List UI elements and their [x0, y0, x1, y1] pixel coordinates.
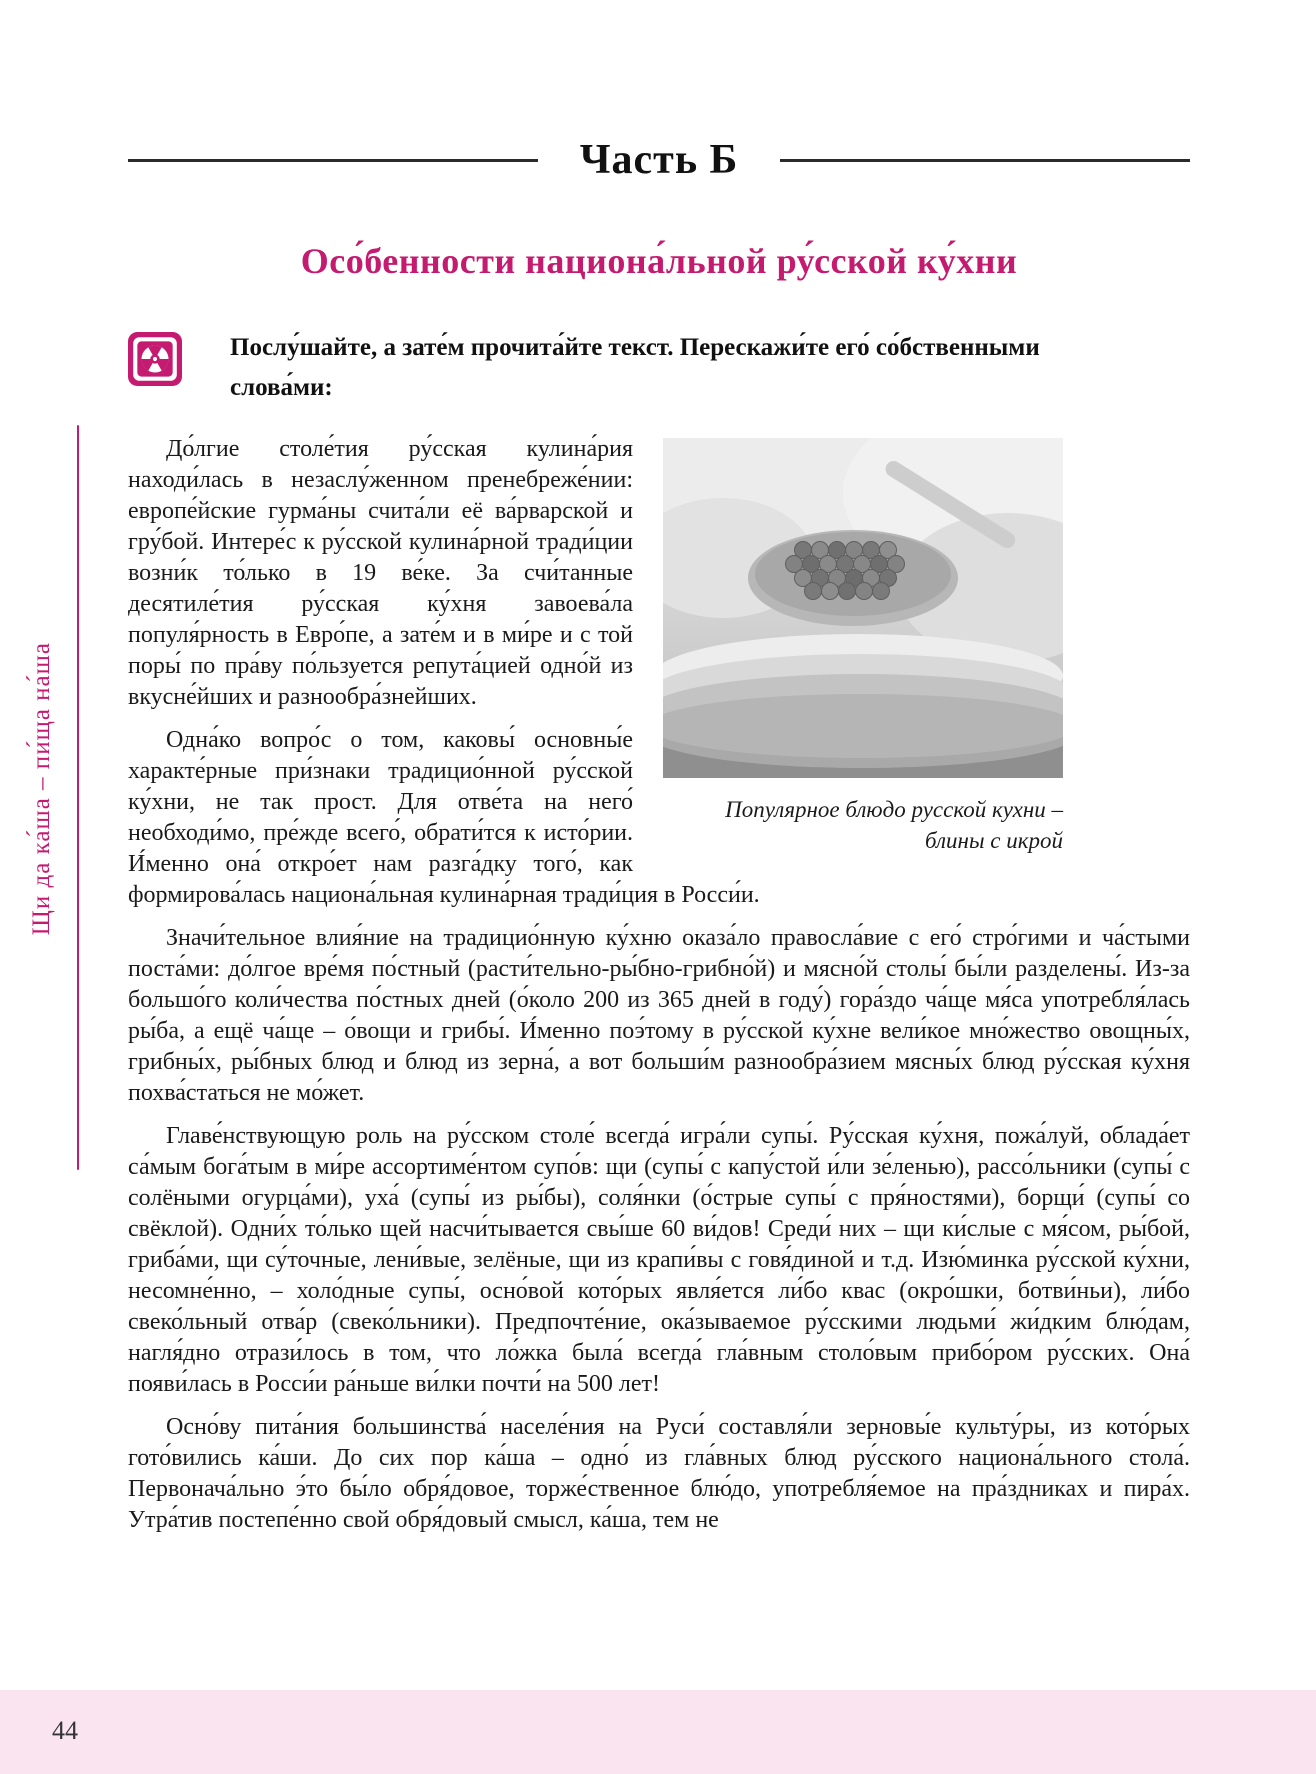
page-title: Осо́бенности национа́льной ру́сской ку́хни: [300, 241, 1018, 281]
exercise-instruction: [128, 328, 1190, 408]
sidebar-rule: [77, 425, 79, 1170]
blini-with-caviar-photo: [663, 438, 1063, 778]
part-label: Часть Б: [579, 137, 739, 183]
footer-band: [0, 1690, 1316, 1774]
header-rule-right: [780, 159, 1190, 162]
paragraph-1: До́лгие столе́тия ру́сская кулина́рия находи́лась в незаслу́женном пренебреже́нии: европе́йские гурма́ны счита́ли её ва́рварской и гру́бой. Интере́с к ру́сской кулина́рной тради́ции возни́к то́лько в 19 ве́ке. За счи́танные десятиле́тия ру́сская ку́хня завоева́ла популя́рность в Евро́пе, а зате́м и в ми́ре и с той поры́ по пра́ву по́льзуется репута́цией одно́й из вкусне́йших и разнообра́знейших.: [128, 436, 633, 710]
article-body: [128, 434, 1190, 1536]
caption-line-2: блины с икрой: [925, 828, 1063, 853]
instruction-text: Послу́шайте, а зате́м прочита́йте текст. Перескажи́те его́ со́бственными слова́ми:: [230, 334, 1040, 401]
paragraph-5: Осно́ву пита́ния большинства́ населе́ния на Руси́ составля́ли зерновы́е культу́ры, из кото́рых гото́вились ка́ши. До сих пор ка́ша – одно́ из гла́вных блюд ру́сского национа́льного стола́. Первонача́льно э́то бы́ло обря́довое, торже́ственное блю́до, употребля́емое на пра́здниках и пира́х. Утра́тив постепе́нно свой обря́довый смысл, ка́ша, тем не: [128, 1414, 1190, 1533]
page-number: 44: [52, 1716, 78, 1745]
audio-speaker-icon: [128, 332, 182, 386]
header-rule-left: [128, 159, 538, 162]
paragraph-2: Одна́ко вопро́с о том, каковы́ основны́е характе́рные при́знаки традицио́нной ру́сской ку́хни, не так прост. Для отве́та на него́ необходи́мо, пре́жде всего́, обрати́тся к исто́рии. И́менно она́ откро́ет нам разга́дку того́, как формирова́лась национа́льная кулина́рная тради́ция в Росси́и.: [128, 727, 760, 908]
paragraph-4: Главе́нствующую роль на ру́сском столе́ всегда́ игра́ли супы́. Ру́сская ку́хня, пожа́луй, облада́ет са́мым бога́тым в ми́ре ассортиме́нтом супо́в: щи (супы́ с капу́стой и́ли зе́ленью), рассо́льники (супы́ с солёными огурца́ми), уха́ (супы́ из ры́бы), соля́нки (о́стрые супы́ с пря́ностями), борщи́ (супы́ со свёклой). Одни́х то́лько щей насчи́тывается свы́ше 60 ви́дов! Среди́ них – щи ки́слые с мя́сом, ры́бой, гриба́ми, щи су́точные, лени́вые, зелёные, щи из крапи́вы с говя́диной и т.д. Изю́минка ру́сской ку́хни, несомне́нно, – холо́дные супы́, осно́вой кото́рых явля́ется ли́бо квас (окро́шки, ботви́ньи), ли́бо свеко́льный отва́р (свеко́льники). Предпочте́ние, ока́зываемое ру́сскими людьми́ жи́дким блю́дам, нагля́дно отрази́лось в том, что ло́жка была́ всегда́ гла́вным столо́вым прибо́ром ру́сских. Она́ появи́лась в Росси́и ра́ньше ви́лки почти́ на 500 лет!: [128, 1123, 1190, 1397]
photo-figure: [663, 438, 1063, 856]
part-header: [128, 136, 1190, 184]
sidebar-proverb: Щи да ка́ша – пи́ща на́ша: [28, 642, 55, 936]
paragraph-3: Значи́тельное влия́ние на традицио́нную ку́хню оказа́ло правосла́вие с его́ стро́гими и ча́стыми поста́ми: до́лгое вре́мя по́стный (расти́тельно-ры́бно-грибно́й) и мясно́й столы́ бы́ли разделены́. Из-за большо́го коли́чества по́стных дней (о́коло 200 из 365 дней в году́) гора́здо ча́ще мя́са употребля́лась ры́ба, а ещё ча́ще – о́вощи и грибы́. И́менно поэ́тому в ру́сской ку́хне вели́кое мно́жество овощны́х, грибны́х, ры́бных блюд и блюд из зерна́, а вот больши́м разнообра́зием мясны́х блюд ру́сская ку́хня похва́статься не мо́жет.: [128, 925, 1190, 1106]
photo-caption: [663, 794, 1063, 856]
caption-line-1: Популярное блюдо русской кухни –: [725, 797, 1063, 822]
